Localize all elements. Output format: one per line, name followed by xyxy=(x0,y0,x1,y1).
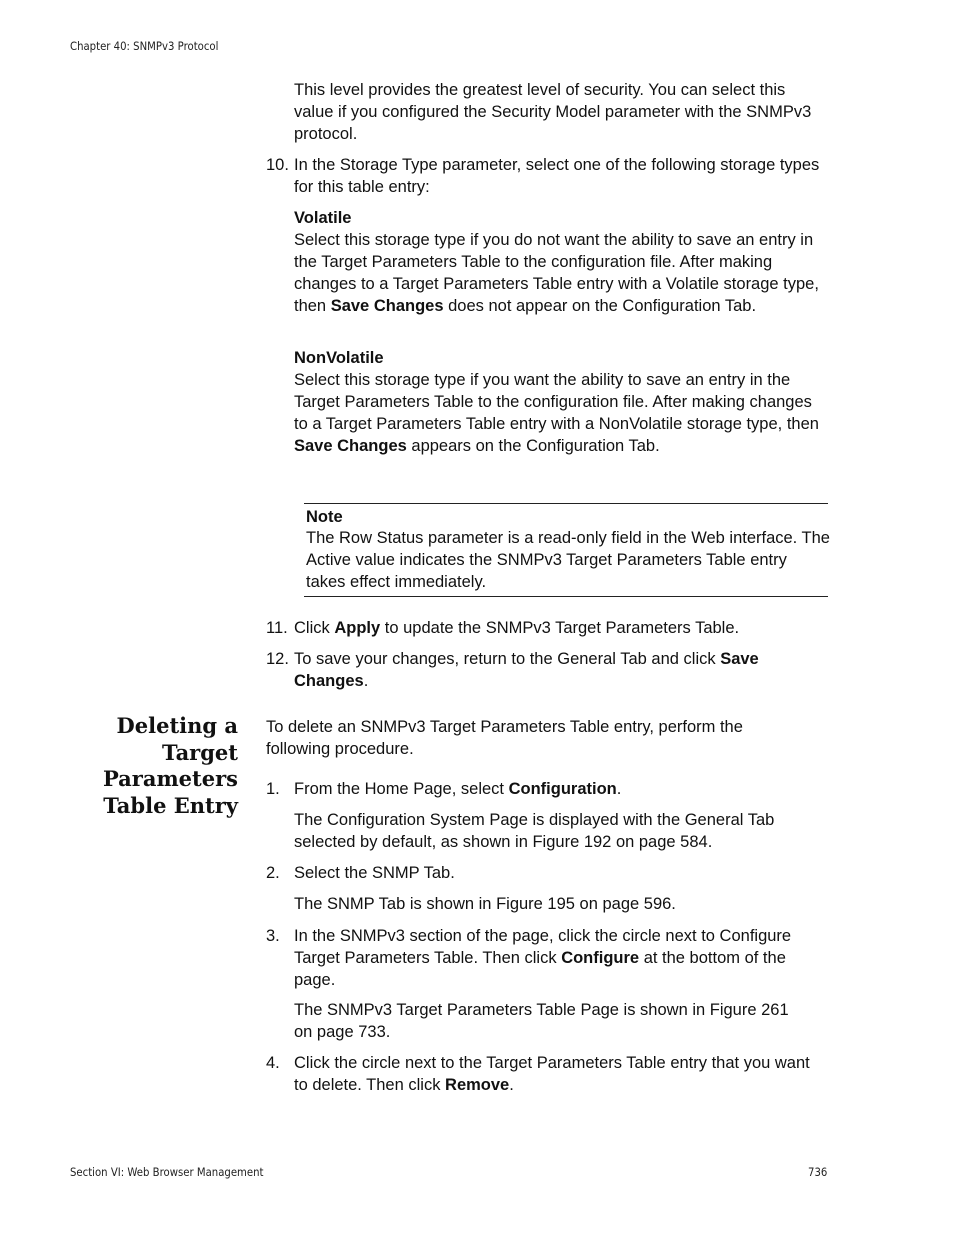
delete-step-1-result: The Configuration System Page is displayed with the General Tab selected by default, as shown in Figure 192 on page 584. xyxy=(294,811,775,851)
text-run: appears on the Configuration Tab. xyxy=(406,437,660,455)
text-run: Select this storage type if you want the ability to save an entry in the Target Parameters Table to the configuration file. After making changes to a Target Parameters Table entry with a NonVolatile storage type, then xyxy=(294,371,819,433)
section-heading: Deleting a Target Parameters Table Entry xyxy=(102,713,238,818)
bold-text: Save Changes xyxy=(294,437,407,455)
text-run: . xyxy=(509,1076,514,1094)
bold-text: Save Changes xyxy=(294,650,759,690)
step-number: 11. xyxy=(266,619,288,637)
nonvolatile-option xyxy=(294,347,824,457)
running-header: Chapter 40: SNMPv3 Protocol xyxy=(70,39,219,53)
bold-text: Remove xyxy=(445,1076,510,1094)
step-number: 10. xyxy=(266,156,289,174)
step-text xyxy=(294,925,826,991)
volatile-title: Volatile xyxy=(294,209,352,227)
text-run: . xyxy=(616,780,622,798)
text-run: Click the circle next to the Target Parameters Table entry that you want to delete. Then click xyxy=(294,1054,810,1094)
running-footer: Section VI: Web Browser Management xyxy=(70,1165,264,1179)
text-run: to update the SNMPv3 Target Parameters Table. xyxy=(380,619,740,637)
bold-text: Configure xyxy=(561,949,640,967)
step-number: 4. xyxy=(266,1054,280,1072)
volatile-option xyxy=(294,207,824,317)
step-text xyxy=(294,617,826,639)
text-run: In the SNMPv3 section of the page, click the circle next to Configure Target Parameters Table. Then click xyxy=(294,927,792,967)
nonvolatile-description xyxy=(294,369,824,457)
delete-step-3-result: The SNMPv3 Target Parameters Table Page is shown in Figure 261 on page 733. xyxy=(294,1001,789,1041)
volatile-description xyxy=(294,229,824,317)
page-number: 736 xyxy=(808,1165,828,1179)
note-title: Note xyxy=(306,508,343,526)
step-number: 2. xyxy=(266,864,280,882)
text-run: To save your changes, return to the General Tab and click xyxy=(294,650,721,668)
intro-paragraph: This level provides the greatest level of security. You can select this value if you configured the Security Model parameter with the SNMPv3 protocol. xyxy=(294,81,812,143)
text-run: . xyxy=(363,672,369,690)
step-number: 3. xyxy=(266,927,280,945)
step-number: 1. xyxy=(266,780,280,798)
step-text: Select the SNMP Tab. xyxy=(294,864,455,882)
step-text xyxy=(294,778,826,800)
nonvolatile-title: NonVolatile xyxy=(294,349,384,367)
step-text xyxy=(294,648,799,692)
delete-step-2-result: The SNMP Tab is shown in Figure 195 on page 596. xyxy=(294,895,676,913)
step-text: In the Storage Type parameter, select one of the following storage types for this table entry: xyxy=(294,156,820,196)
text-run: From the Home Page, select xyxy=(294,780,509,798)
bold-text: Configuration xyxy=(508,780,617,798)
bold-text: Apply xyxy=(334,619,381,637)
text-run: Click xyxy=(294,619,335,637)
note-box xyxy=(304,503,828,597)
text-run: does not appear on the Configuration Tab. xyxy=(443,297,757,315)
step-text xyxy=(294,1052,826,1096)
section-intro: To delete an SNMPv3 Target Parameters Table entry, perform the following procedure. xyxy=(266,718,743,758)
note-body: The Row Status parameter is a read-only field in the Web interface. The Active value indicates the SNMPv3 Target Parameters Table entry takes effect immediately. xyxy=(306,529,830,591)
step-number: 12. xyxy=(266,650,289,668)
text-run: at the bottom of the page. xyxy=(294,949,786,989)
bold-text: Save Changes xyxy=(330,297,444,315)
text-run: Select this storage type if you do not want the ability to save an entry in the Target Parameters Table to the configuration file. After making changes to a Target Parameters Table entry with a Volatile storage type, then xyxy=(294,231,819,315)
